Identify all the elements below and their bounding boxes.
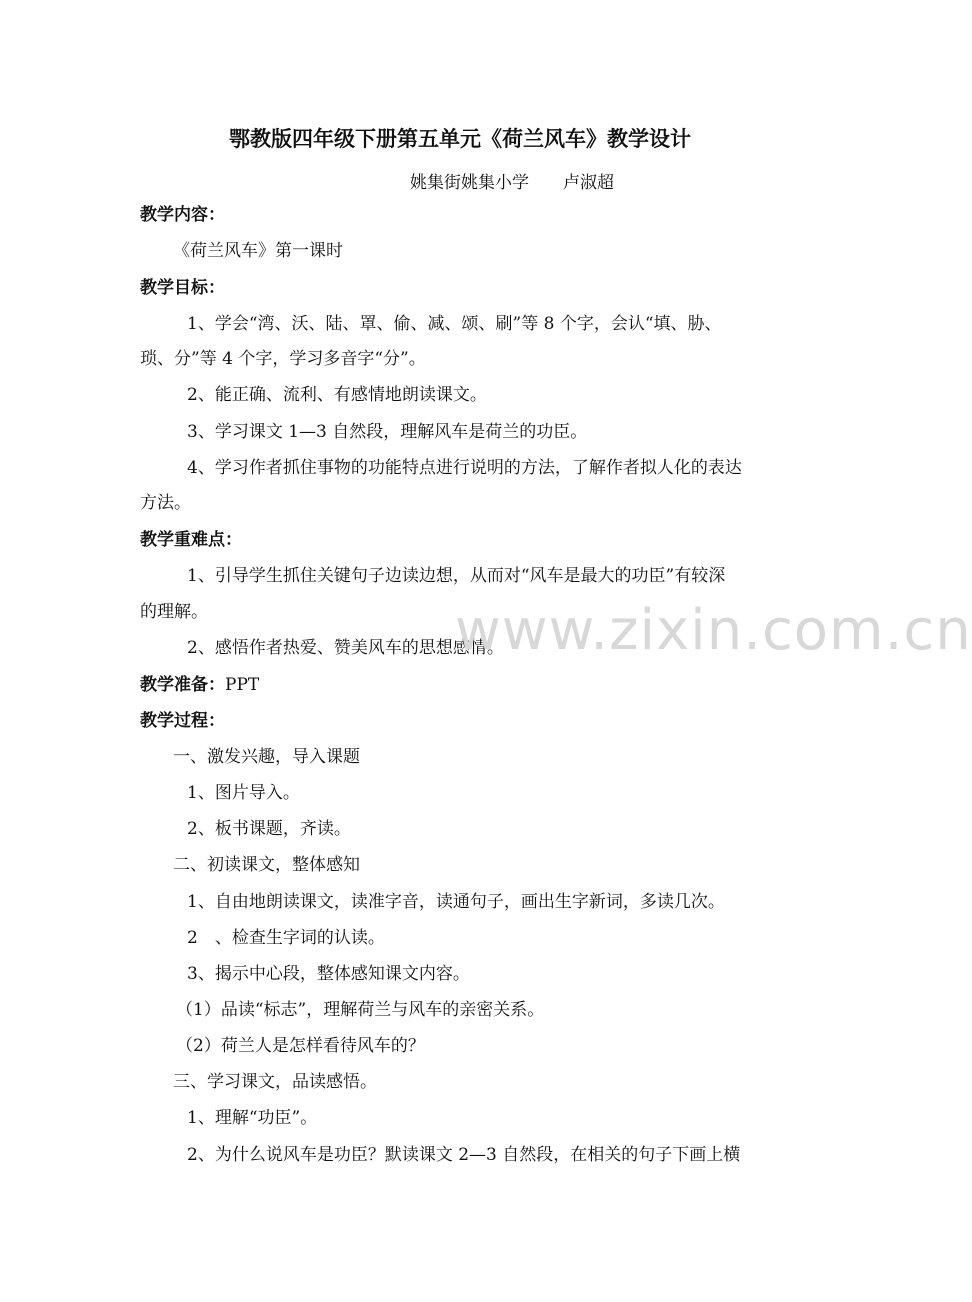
process-2-item-3: 3、揭示中心段，整体感知课文内容。 (187, 964, 470, 984)
keypoint-1-line-a: 1、引导学生抓住关键句子边读边想，从而对“风车是最大的功臣”有较深 (187, 566, 726, 586)
process-heading: 教学过程： (140, 711, 225, 731)
content-heading: 教学内容： (140, 205, 225, 225)
process-2-item-2: 2 、检查生字词的认读。 (187, 928, 385, 948)
process-section-1: 一、激发兴趣，导入课题 (173, 747, 360, 767)
goal-1-line-a: 1、学会“湾、沃、陆、罩、偷、减、颂、刷”等 8 个字，会认“填、胁、 (187, 314, 722, 334)
process-3-item-2: 2、为什么说风车是功臣？默读课文 2—3 自然段，在相关的句子下画上横 (187, 1145, 741, 1165)
process-section-3: 三、学习课文，品读感悟。 (173, 1072, 377, 1092)
goal-3: 3、学习课文 1—3 自然段，理解风车是荷兰的功臣。 (187, 422, 588, 442)
process-3-item-1: 1、理解“功臣”。 (187, 1108, 318, 1128)
content-text: 《荷兰风车》第一课时 (173, 241, 343, 261)
keypoints-heading: 教学重难点： (140, 530, 242, 550)
process-1-item-2: 2、板书课题，齐读。 (187, 819, 351, 839)
process-2-item-1: 1、自由地朗读课文，读准字音，读通句子，画出生字新词，多读几次。 (187, 892, 725, 912)
process-2-subitem-1: （1）品读“标志”，理解荷兰与风车的亲密关系。 (176, 1000, 545, 1020)
goals-heading: 教学目标： (140, 278, 225, 298)
author-line: 姚集街姚集小学 卢淑超 (410, 173, 614, 193)
goal-2: 2、能正确、流利、有感情地朗读课文。 (187, 385, 487, 405)
goal-1-line-b: 琐、分”等 4 个字，学习多音字“分”。 (140, 349, 426, 369)
process-2-subitem-2: （2）荷兰人是怎样看待风车的？ (176, 1036, 425, 1056)
process-section-2: 二、初读课文，整体感知 (173, 855, 360, 875)
watermark: www.zixin.com.cn (455, 598, 972, 663)
prep-text: PPT (225, 675, 260, 695)
prep-heading: 教学准备： (140, 675, 225, 695)
goal-4-line-b: 方法。 (140, 493, 191, 513)
keypoint-1-line-b: 的理解。 (140, 602, 208, 622)
goal-4-line-a: 4、学习作者抓住事物的功能特点进行说明的方法，了解作者拟人化的表达 (187, 458, 742, 478)
prep-line (140, 674, 259, 696)
keypoint-2: 2、感悟作者热爱、赞美风车的思想感情。 (187, 638, 504, 658)
process-1-item-1: 1、图片导入。 (187, 783, 300, 803)
document-title: 鄂教版四年级下册第五单元《荷兰风车》教学设计 (229, 127, 691, 151)
